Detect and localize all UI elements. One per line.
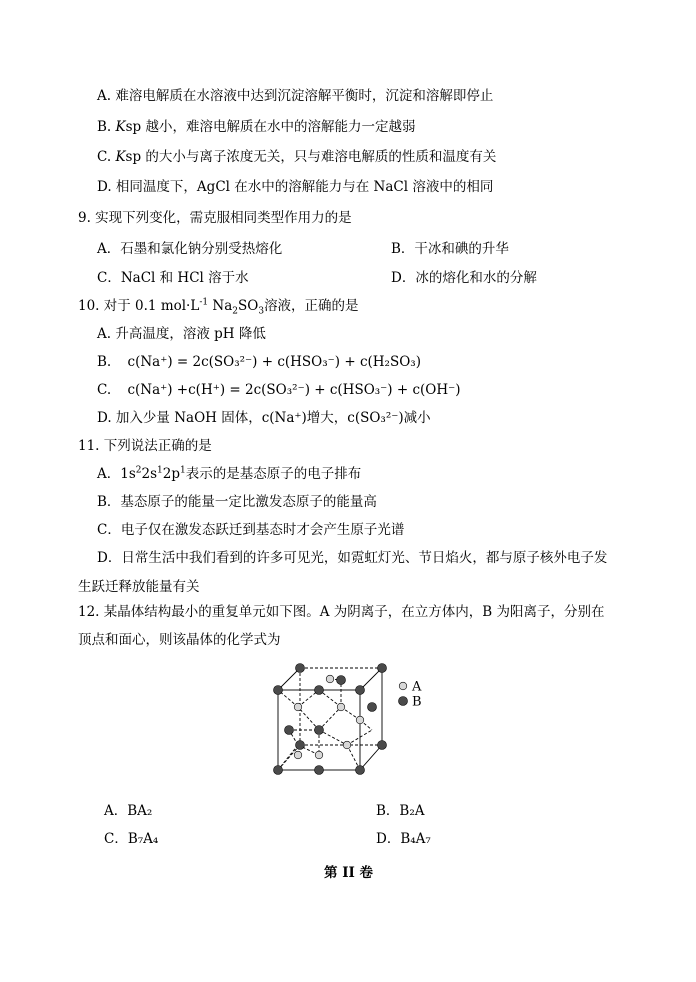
q10-stem-na: Na	[208, 298, 233, 314]
q9-option-d: D．冰的熔化和水的分解	[391, 270, 537, 286]
atom-b	[296, 741, 305, 750]
atom-b	[337, 676, 346, 685]
atom-b	[274, 766, 283, 775]
q12-option-a: A．BA₂	[104, 803, 153, 819]
q10-option-c-label: C.	[97, 382, 112, 398]
q10-option-b	[97, 353, 421, 371]
q11-option-a-text: 表示的是基态原子的电子排布	[185, 466, 362, 482]
atom-a	[294, 751, 302, 759]
q8-option-c	[97, 148, 496, 166]
q10-option-d: D. 加入少量 NaOH 固体，c(Na⁺)增大，c(SO₃²⁻)减小	[97, 410, 431, 426]
q8-option-a: A. 难溶电解质在水溶液中达到沉淀溶解平衡时，沉淀和溶解即停止	[97, 88, 494, 104]
q9-option-b: B．干冰和碘的升华	[391, 241, 509, 257]
atom-b	[315, 726, 324, 735]
q10-stem	[78, 297, 359, 315]
q8-option-c-label: C.	[97, 149, 116, 165]
q10-stem-sup: -1	[199, 297, 209, 308]
q8-option-b-text: 越小，难溶电解质在水中的溶解能力一定越弱	[141, 119, 416, 135]
q10-stem-sub1: 2	[232, 306, 238, 317]
q11-sup-2: 1	[157, 465, 163, 476]
q10-stem-so: SO	[238, 298, 259, 314]
atom-b	[285, 726, 294, 735]
q10-stem-prefix: 10. 对于 0.1 mol·L	[78, 298, 200, 314]
ksp-k: K	[115, 119, 126, 135]
q10-stem-tail: 溶液，正确的是	[264, 298, 359, 314]
q11-option-a	[97, 465, 361, 483]
q9-stem: 9. 实现下列变化，需克服相同类型作用力的是	[78, 210, 352, 226]
q11-option-a-2p: 2p	[162, 466, 181, 482]
atom-a	[315, 751, 323, 759]
q9-option-c: C．NaCl 和 HCl 溶于水	[97, 270, 249, 286]
q8-option-c-text: 的大小与离子浓度无关，只与难溶电解质的性质和温度有关	[141, 149, 497, 165]
q11-option-d-line1: D．日常生活中我们看到的许多可见光，如霓虹灯光、节日焰火，都与原子核外电子发	[97, 550, 608, 566]
atom-b	[296, 664, 305, 673]
q11-sup-3: 1	[180, 465, 186, 476]
q11-option-d-line2: 生跃迁释放能量有关	[78, 579, 200, 595]
q9-option-a: A．石墨和氯化钠分别受热熔化	[97, 241, 283, 257]
q10-stem-sub2: 3	[258, 306, 265, 317]
atom-b	[315, 686, 324, 695]
crystal-unit-cell-diagram	[262, 660, 442, 785]
legend-a-label: A	[412, 679, 422, 695]
atom-b	[274, 686, 283, 695]
atom-b	[378, 664, 387, 673]
q10-option-a: A. 升高温度，溶液 pH 降低	[97, 326, 266, 342]
q8-option-d: D. 相同温度下，AgCl 在水中的溶解能力与在 NaCl 溶液中的相同	[97, 179, 494, 195]
q11-option-b: B．基态原子的能量一定比激发态原子的能量高	[97, 494, 377, 510]
atom-b	[356, 766, 365, 775]
ksp-sp: sp	[125, 149, 142, 165]
q11-stem: 11. 下列说法正确的是	[78, 438, 212, 454]
atom-b	[368, 703, 377, 712]
atom-b	[315, 766, 324, 775]
atom-b	[356, 686, 365, 695]
q11-option-a-1s: A．1s	[97, 466, 136, 482]
q8-option-b	[97, 118, 415, 136]
ksp-k: K	[115, 149, 126, 165]
q8-option-b-label: B.	[97, 119, 116, 135]
legend-b-marker	[399, 697, 408, 706]
atom-a	[356, 716, 364, 724]
q12-stem-line2: 顶点和面心，则该晶体的化学式为	[78, 632, 281, 648]
q10-option-b-equation: c(Na⁺) = 2c(SO₃²⁻) + c(HSO₃⁻) + c(H₂SO₃)	[127, 354, 421, 370]
q11-option-c: C．电子仅在激发态跃迁到基态时才会产生原子光谱	[97, 522, 405, 538]
atom-a	[326, 675, 334, 683]
legend-b-label: B	[412, 694, 422, 710]
q12-option-d: D．B₄A₇	[376, 831, 431, 847]
atom-a	[343, 741, 351, 749]
q12-option-c: C．B₇A₄	[104, 831, 159, 847]
q11-option-a-2s: 2s	[141, 466, 158, 482]
atom-b	[378, 741, 387, 750]
q12-stem-line1: 12. 某晶体结构最小的重复单元如下图。A 为阴离子，在立方体内，B 为阳离子，分别在	[78, 604, 605, 620]
ksp-sp: sp	[125, 119, 142, 135]
section-title: 第 II 卷	[324, 865, 374, 881]
q10-option-c	[97, 381, 461, 399]
q12-option-b: B．B₂A	[376, 803, 425, 819]
atom-a	[294, 703, 302, 711]
legend-a-marker	[399, 682, 407, 690]
q11-sup-1: 2	[135, 465, 142, 476]
atom-a	[337, 703, 345, 711]
q10-option-c-equation: c(Na⁺) +c(H⁺) = 2c(SO₃²⁻) + c(HSO₃⁻) + c(OH⁻)	[127, 382, 461, 398]
q10-option-b-label: B.	[97, 354, 112, 370]
